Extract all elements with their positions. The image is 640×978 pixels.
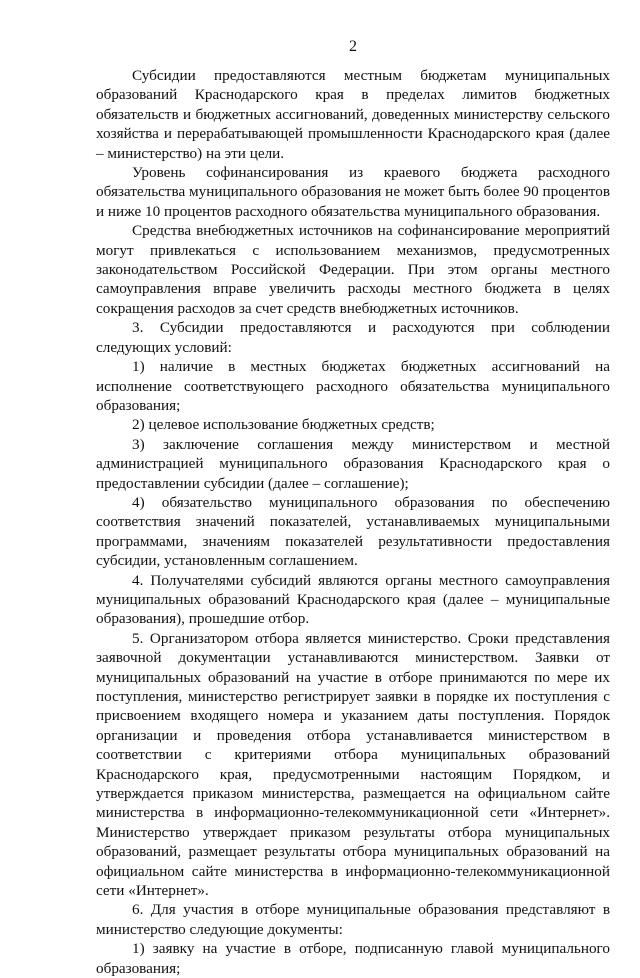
paragraph: 6. Для участия в отборе муниципальные образования представляют в министерство следующие документы: — [96, 901, 610, 938]
paragraph: 1) заявку на участие в отборе, подписанную главой муниципального образования; — [96, 940, 610, 977]
document-body — [96, 66, 610, 978]
paragraph: 3) заключение соглашения между министерством и местной администрацией муниципального образования Краснодарского края о предоставлении субсидии (далее – соглашение); — [96, 435, 610, 492]
page-number: 2 — [349, 38, 357, 55]
paragraph: 4) обязательство муниципального образования по обеспечению соответствия значений показателей, устанавливаемых муниципальными программами, значениям показателей результативности предоставления субсидии, установленным соглашением. — [96, 493, 610, 570]
paragraph: Средства внебюджетных источников на софинансирование мероприятий могут привлекаться с использованием механизмов, предусмотренных законодательством Российской Федерации. При этом органы местного самоуправления вправе увеличить расходы местного бюджета в целях сокращения расходов за счет средств внебюджетных источников. — [96, 222, 610, 317]
paragraph: 5. Организатором отбора является министерство. Сроки представления заявочной документации устанавливаются министерством. Заявки от муниципальных образований на участие в отборе принимаются по мере их поступления, министерство регистрирует заявки в порядке их поступления с присвоением входящего номера и указанием даты поступления. Порядок организации и проведения отбора устанавливается министерством в соответствии с критериями отбора муниципальных образований Краснодарского края, предусмотренными настоящим Порядком, и утверждается приказом министерства, размещается на официальном сайте министерства в информационно-телекоммуникационной сети «Интернет». Министерство утверждает приказом результаты отбора муниципальных образований, размещает результаты отбора муниципальных образований на официальном сайте министерства в информационно-телекоммуникационной сети «Интернет». — [96, 629, 610, 900]
paragraph: 4. Получателями субсидий являются органы местного самоуправления муниципальных образований Краснодарского края (далее – муниципальные образования), прошедшие отбор. — [96, 571, 610, 628]
paragraph: 2) целевое использование бюджетных средств; — [132, 416, 435, 434]
paragraph: 3. Субсидии предоставляются и расходуются при соблюдении следующих условий: — [96, 319, 610, 356]
paragraph: Субсидии предоставляются местным бюджетам муниципальных образований Краснодарского края в пределах лимитов бюджетных обязательств и бюджетных ассигнований, доведенных министерству сельского хозяйства и перерабатывающей промышленности Краснодарского края (далее – министерство) на эти цели. — [96, 67, 610, 162]
paragraph: Уровень софинансирования из краевого бюджета расходного обязательства муниципального образования не может быть более 90 процентов и ниже 10 процентов расходного обязательства муниципального образования. — [96, 164, 610, 220]
paragraph: 1) наличие в местных бюджетах бюджетных ассигнований на исполнение соответствующего расходного обязательства муниципального образования; — [96, 358, 610, 414]
